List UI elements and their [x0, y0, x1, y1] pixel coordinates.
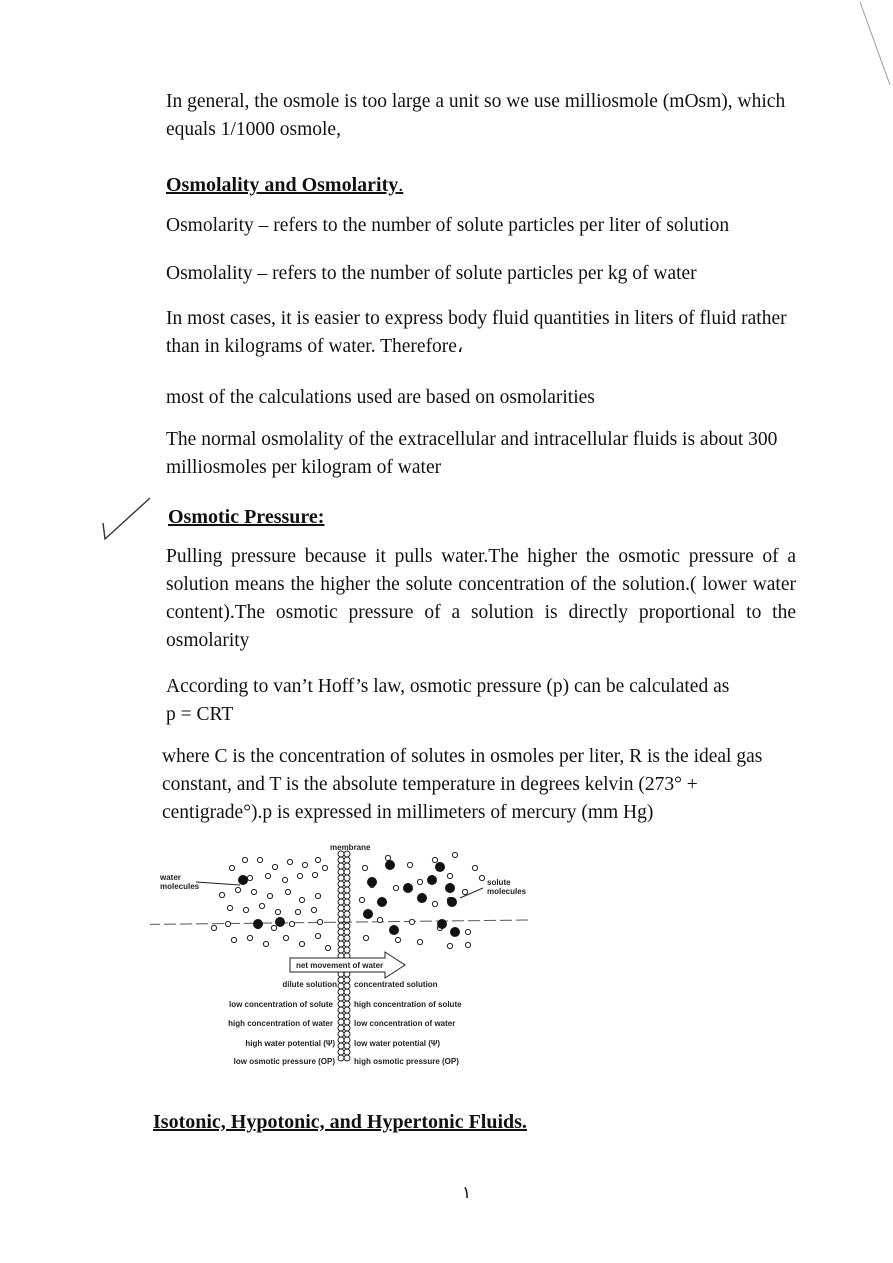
solute-molecule [427, 875, 437, 885]
solute-molecule [445, 883, 455, 893]
membrane-bead [344, 929, 350, 935]
solute-molecule [417, 893, 427, 903]
solute-molecules-label: molecules [487, 887, 527, 896]
membrane-bead [344, 1031, 350, 1037]
osmosis-diagram [150, 840, 550, 1070]
membrane-bead [338, 887, 344, 893]
solute-molecule [377, 897, 387, 907]
membrane-bead [344, 923, 350, 929]
membrane-bead [338, 1001, 344, 1007]
heading-osmolality: Osmolality and Osmolarity. [166, 174, 404, 196]
water-molecule [242, 857, 247, 862]
water-molecule [297, 873, 302, 878]
membrane-bead [338, 983, 344, 989]
water-molecule [325, 945, 330, 950]
water-molecule [462, 889, 467, 894]
membrane-bead [338, 947, 344, 953]
solute-molecule [435, 862, 445, 872]
water-molecule [289, 921, 294, 926]
membrane-bead [338, 923, 344, 929]
water-molecule [363, 935, 368, 940]
solute-molecule [275, 917, 285, 927]
membrane-bead [344, 1049, 350, 1055]
water-molecule [229, 865, 234, 870]
water-molecule [235, 887, 240, 892]
water-molecule [417, 939, 422, 944]
membrane-bead [344, 887, 350, 893]
membrane-bead [338, 1013, 344, 1019]
membrane-bead [344, 911, 350, 917]
water-molecule [311, 907, 316, 912]
water-molecule [211, 925, 216, 930]
intro-paragraph: In general, the osmole is too large a unit so we use milliosmole (mOsm), which equals 1/1000 osmole, [166, 91, 786, 140]
water-molecule [299, 941, 304, 946]
membrane-bead [344, 863, 350, 869]
water-molecule [315, 933, 320, 938]
water-molecule [377, 917, 382, 922]
water-molecule [251, 889, 256, 894]
water-molecule [271, 925, 276, 930]
right-label: low concentration of water [354, 1019, 456, 1028]
membrane-bead [338, 929, 344, 935]
membrane-bead [344, 947, 350, 953]
checkmark-icon [95, 493, 155, 543]
membrane-bead [338, 1049, 344, 1055]
water-molecule [257, 857, 262, 862]
right-label: low water potential (Ψ) [354, 1039, 441, 1048]
membrane-bead [344, 899, 350, 905]
membrane-bead [338, 1043, 344, 1049]
solute-molecule [389, 925, 399, 935]
solute-molecule [437, 919, 447, 929]
membrane-bead [344, 881, 350, 887]
water-molecule [247, 935, 252, 940]
solute-label: solute [487, 878, 511, 887]
left-label: dilute solution [282, 980, 337, 989]
page-number: ١ [462, 1183, 472, 1202]
membrane-bead [344, 857, 350, 863]
water-molecule [285, 889, 290, 894]
solute-molecule [367, 877, 377, 887]
water-molecule [447, 943, 452, 948]
body-fluid-paragraph: In most cases, it is easier to express body fluid quantities in liters of fluid rather than in kilograms of water. Therefore، [166, 308, 787, 357]
membrane-column [338, 851, 350, 1061]
solute-molecule [447, 897, 457, 907]
osmotic-pressure-paragraph: Pulling pressure because it pulls water.The higher the osmotic pressure of a solution means the higher the solute concentration of the solution.( lower water content).The osmotic pressure of a solution is directly proportional to the osmolarity [166, 546, 796, 651]
water-molecule [263, 941, 268, 946]
membrane-bead [338, 1019, 344, 1025]
membrane-bead [344, 1037, 350, 1043]
water-molecule [409, 919, 414, 924]
heading-osmotic-pressure: Osmotic Pressure: [168, 506, 325, 528]
solute-molecule [385, 860, 395, 870]
equation-line: p = CRT [166, 704, 234, 725]
membrane-bead [338, 995, 344, 1001]
membrane-bead [338, 875, 344, 881]
water-molecule [219, 892, 224, 897]
water-molecule [452, 852, 457, 857]
water-molecule [432, 857, 437, 862]
solute-molecule [450, 927, 460, 937]
membrane-bead [338, 977, 344, 983]
right-label: high osmotic pressure (OP) [354, 1057, 459, 1066]
water-molecule [267, 893, 272, 898]
particles-group [211, 852, 484, 950]
water-molecules-label: molecules [160, 882, 200, 891]
net-movement-label: net movement of water [296, 961, 384, 970]
water-molecule [362, 865, 367, 870]
calculations-paragraph: most of the calculations used are based on osmolarities [166, 387, 595, 408]
water-molecule [395, 937, 400, 942]
water-molecule [479, 875, 484, 880]
water-molecule [247, 875, 252, 880]
left-label: low osmotic pressure (OP) [233, 1057, 335, 1066]
left-label: low concentration of solute [228, 1000, 333, 1009]
water-molecule [385, 855, 390, 860]
membrane-bead [338, 941, 344, 947]
membrane-bead [338, 869, 344, 875]
membrane-bead [344, 1025, 350, 1031]
membrane-label: membrane [330, 843, 371, 852]
membrane-bead [338, 935, 344, 941]
membrane-bead [344, 893, 350, 899]
heading-tonicity: Isotonic, Hypotonic, and Hypertonic Fluids. [153, 1111, 527, 1133]
water-molecule [417, 879, 422, 884]
water-molecule [432, 901, 437, 906]
water-molecule [295, 909, 300, 914]
water-molecule [472, 865, 477, 870]
water-molecule [315, 893, 320, 898]
left-label: high concentration of water [228, 1019, 333, 1028]
water-molecule [315, 857, 320, 862]
membrane-bead [344, 1019, 350, 1025]
membrane-bead [338, 1031, 344, 1037]
membrane-bead [338, 1055, 344, 1061]
water-molecule [275, 909, 280, 914]
solute-molecule [403, 883, 413, 893]
membrane-bead [338, 899, 344, 905]
water-molecule [231, 937, 236, 942]
membrane-bead [344, 869, 350, 875]
membrane-bead [344, 1055, 350, 1061]
solute-molecule [363, 909, 373, 919]
membrane-bead [344, 977, 350, 983]
page-edge-mark [850, 0, 893, 100]
water-molecule [259, 903, 264, 908]
osmolarity-definition: Osmolarity – refers to the number of solute particles per liter of solution [166, 215, 730, 236]
water-molecule [302, 862, 307, 867]
membrane-bead [344, 989, 350, 995]
membrane-bead [338, 863, 344, 869]
water-molecule [243, 907, 248, 912]
membrane-bead [344, 905, 350, 911]
membrane-bead [338, 893, 344, 899]
water-molecule [312, 872, 317, 877]
right-labels-group [354, 980, 462, 1066]
membrane-bead [344, 875, 350, 881]
water-molecule [359, 897, 364, 902]
right-label: concentrated solution [354, 980, 438, 989]
membrane-bead [338, 989, 344, 995]
water-molecule [225, 921, 230, 926]
membrane-bead [338, 1025, 344, 1031]
vant-hoff-paragraph: According to van’t Hoff’s law, osmotic pressure (p) can be calculated as [166, 676, 730, 697]
membrane-bead [344, 935, 350, 941]
membrane-bead [338, 881, 344, 887]
solute-molecule [238, 875, 248, 885]
water-molecule [287, 859, 292, 864]
right-label: high concentration of solute [354, 1000, 462, 1009]
membrane-bead [344, 1043, 350, 1049]
water-pointer-line [196, 882, 240, 885]
osmolality-definition: Osmolality – refers to the number of solute particles per kg of water [166, 263, 697, 284]
left-labels-group [228, 980, 337, 1066]
left-label: high water potential (Ψ) [245, 1039, 335, 1048]
water-molecule [465, 942, 470, 947]
membrane-bead [338, 1037, 344, 1043]
membrane-bead [344, 1013, 350, 1019]
water-molecule [465, 929, 470, 934]
water-molecule [265, 873, 270, 878]
membrane-bead [338, 857, 344, 863]
membrane-bead [344, 983, 350, 989]
water-molecule [317, 919, 322, 924]
where-paragraph: where C is the concentration of solutes in osmoles per liter, R is the ideal gas constant, and T is the absolute temperature in degrees kelvin (273° + centigrade°).p is expressed in millimeters of mercury (mm Hg) [162, 746, 763, 823]
membrane-bead [344, 1007, 350, 1013]
water-label: water [160, 873, 181, 882]
membrane-bead [338, 905, 344, 911]
solute-molecule [253, 919, 263, 929]
water-molecule [272, 864, 277, 869]
membrane-bead [344, 1001, 350, 1007]
membrane-bead [344, 995, 350, 1001]
membrane-bead [344, 941, 350, 947]
water-molecule [282, 877, 287, 882]
water-molecule [227, 905, 232, 910]
membrane-bead [338, 911, 344, 917]
water-molecule [407, 862, 412, 867]
water-molecule [322, 865, 327, 870]
membrane-bead [338, 1007, 344, 1013]
normal-osmolality-paragraph: The normal osmolality of the extracellular and intracellular fluids is about 300 milliosmoles per kilogram of water [166, 429, 778, 478]
water-molecule [283, 935, 288, 940]
water-molecule [393, 885, 398, 890]
water-molecule [447, 873, 452, 878]
water-molecule [299, 897, 304, 902]
